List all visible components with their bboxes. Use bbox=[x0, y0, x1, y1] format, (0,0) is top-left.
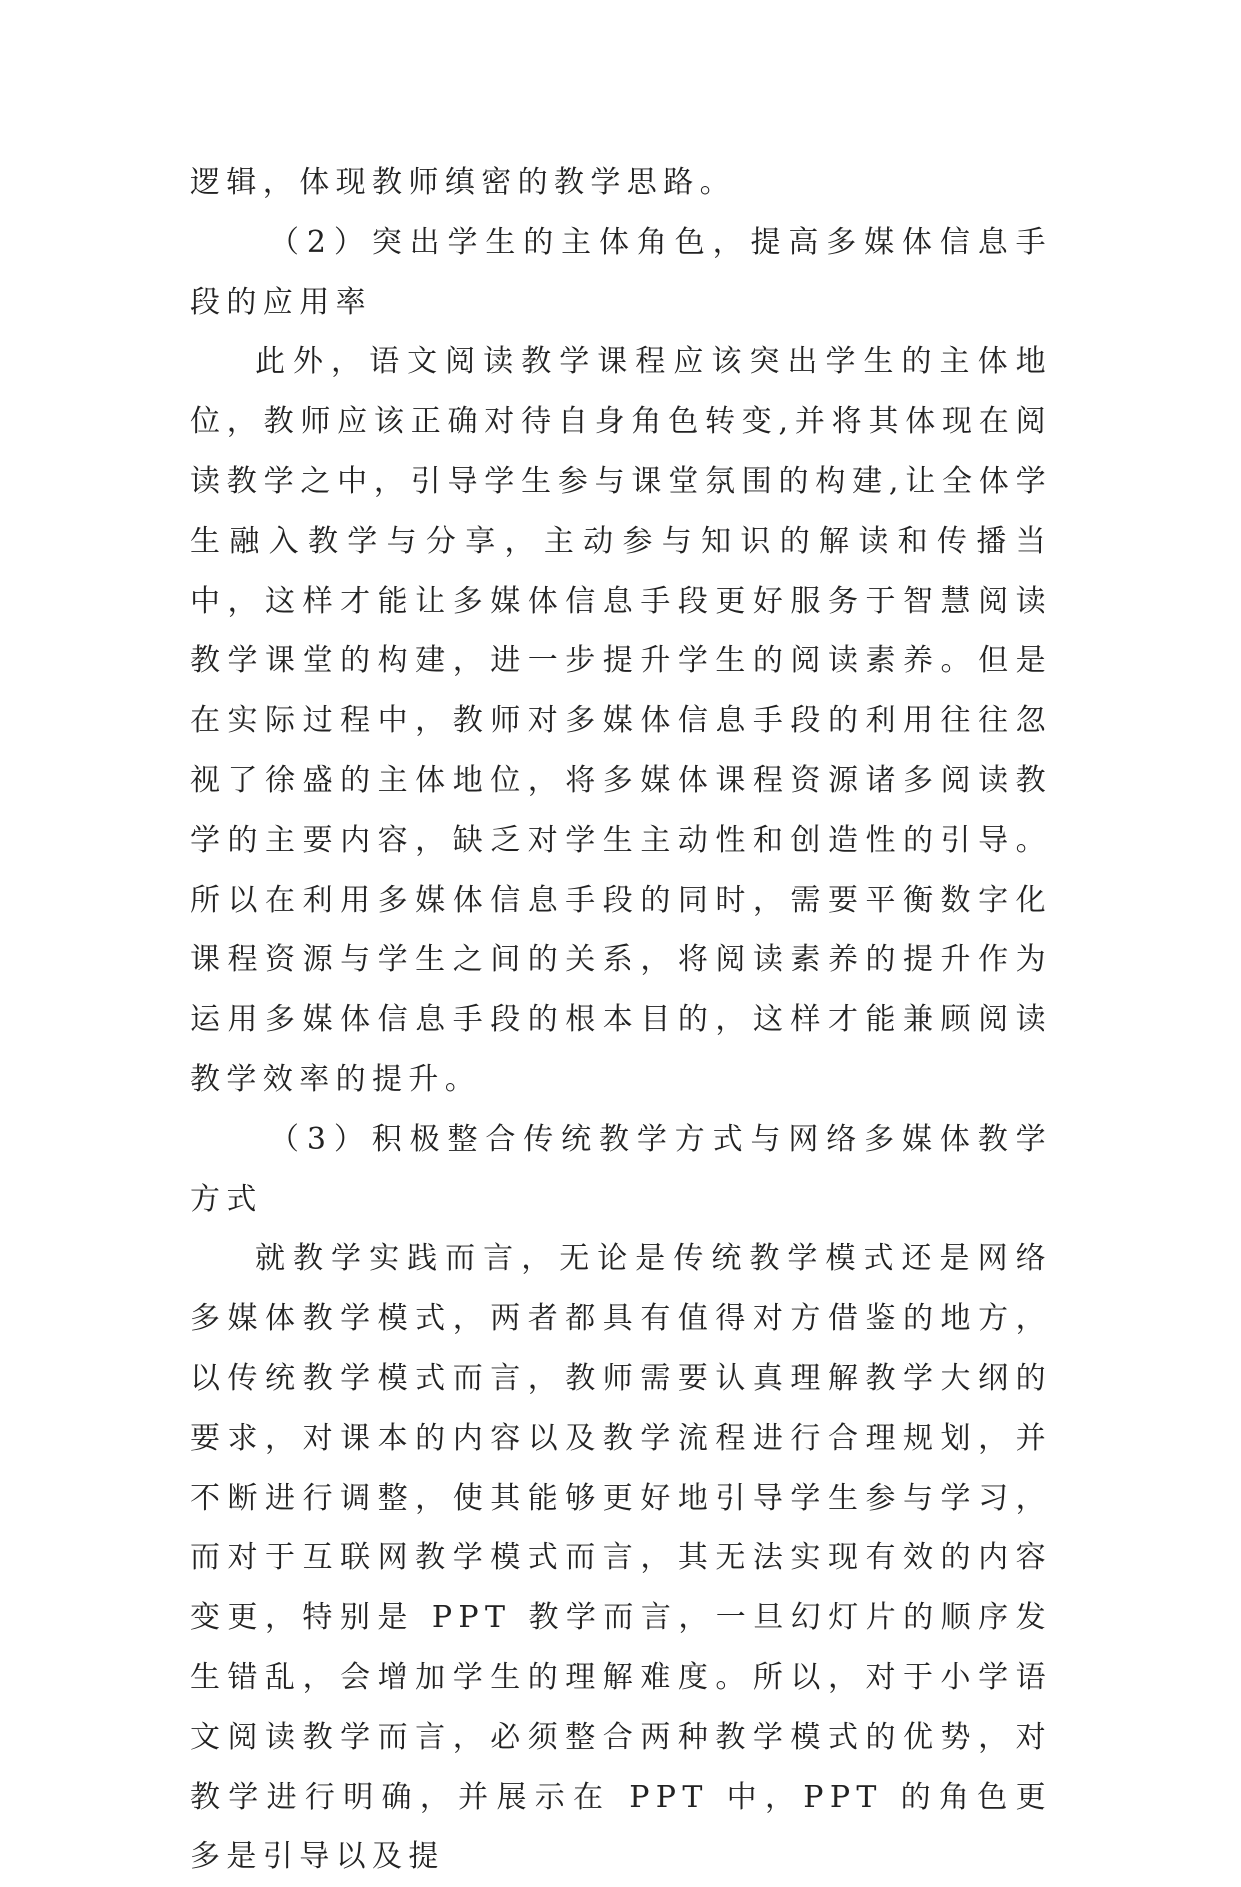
paragraph-continuation: 逻辑，体现教师缜密的教学思路。 bbox=[190, 165, 736, 200]
section-heading-3: （3）积极整合传统教学方式与网络多媒体教学方式 bbox=[190, 1121, 1052, 1217]
document-body bbox=[190, 153, 1052, 1887]
paragraph-student-role: 此外，语文阅读教学课程应该突出学生的主体地位，教师应该正确对待自身角色转变,并将其体现在阅读教学之中，引导学生参与课堂氛围的构建,让全体学生融入教学与分享，主动参与知识的解读和传播当中，这样才能让多媒体信息手段更好服务于智慧阅读教学课堂的构建，进一步提升学生的阅读素养。但是在实际过程中，教师对多媒体信息手段的利用往往忽视了徐盛的主体地位，将多媒体课程资源诸多阅读教学的主要内容，缺乏对学生主动性和创造性的引导。所以在利用多媒体信息手段的同时，需要平衡数字化课程资源与学生之间的关系，将阅读素养的提升作为运用多媒体信息手段的根本目的，这样才能兼顾阅读教学效率的提升。 bbox=[190, 344, 1052, 1097]
paragraph-teaching-integration: 就教学实践而言，无论是传统教学模式还是网络多媒体教学模式，两者都具有值得对方借鉴的地方，以传统教学模式而言，教师需要认真理解教学大纲的要求，对课本的内容以及教学流程进行合理规划，并不断进行调整，使其能够更好地引导学生参与学习，而对于互联网教学模式而言，其无法实现有效的内容变更，特别是 PPT 教学而言，一旦幻灯片的顺序发生错乱，会增加学生的理解难度。所以，对于小学语文阅读教学而言，必须整合两种教学模式的优势，对教学进行明确，并展示在 PPT 中，PPT 的角色更多是引导以及提 bbox=[190, 1241, 1052, 1875]
section-heading-2: （2）突出学生的主体角色，提高多媒体信息手段的应用率 bbox=[190, 224, 1052, 320]
